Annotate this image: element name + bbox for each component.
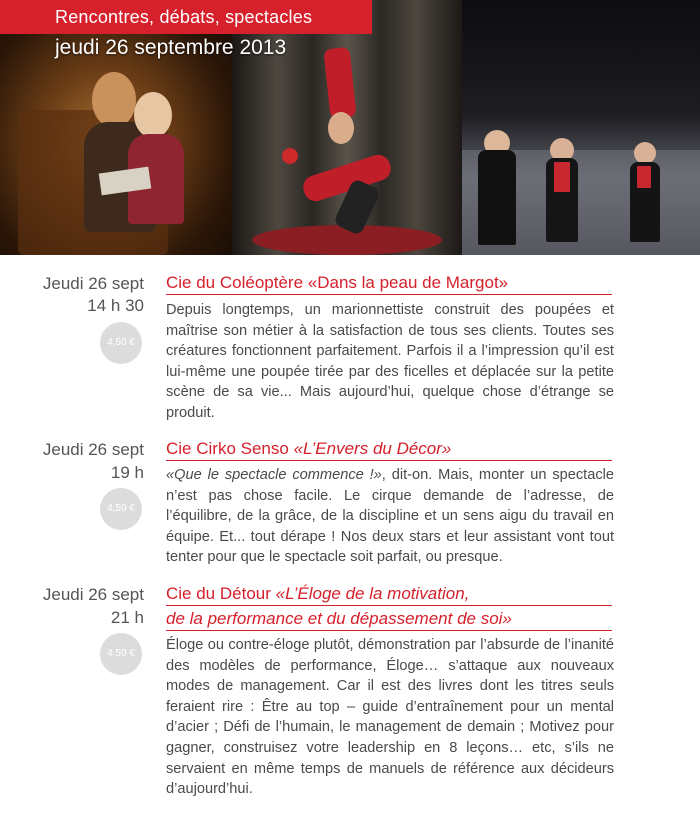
header-banner-text: Rencontres, débats, spectacles (55, 7, 313, 27)
event-show-line1: «L’Éloge de la motivation, (275, 584, 470, 603)
event-show-line2: de la performance et du dépassement de soi» (166, 609, 512, 628)
event-show: «L’Envers du Décor» (293, 439, 452, 458)
event-title (166, 583, 612, 631)
event-2 (0, 436, 700, 576)
event-day: Jeudi 26 sept (42, 440, 144, 459)
event-description: Depuis longtemps, un marionnettiste construit des poupées et maîtrise son métier à la satisfaction de tous ses clients. Toutes ses créatures fonctionnent parfaitement. Parfois il a l’impression qu’il est lui-même une poupée tirée par des ficelles et déplacée sur la petite scène de sa vie... Mais aujourd’hui, quelque chose d’étrange se produit. (166, 302, 614, 421)
event-show: «Dans la peau de Margot» (307, 273, 509, 292)
event-description: Éloge ou contre-éloge plutôt, démonstration par l’absurde de l’inanité des modèles de performance, Éloge… s’attaque aux nouveaux modes de management. Car il est des livres dont les titres seuls feraient rire : Être au top – guide d’entraînement pour un mental d’acier ; Défi de l’humain, le management de demain ; Motivez pour gagner, construisez votre leadership en 8 leçons… etc, s’ils ne servaient en même temps de manuels de référence aux décideurs d’aujourd’hui. (166, 637, 614, 798)
event-company: Cie du Coléoptère (166, 273, 304, 292)
event-quote: «Que le spectacle commence !» (166, 467, 382, 483)
header-banner (0, 0, 372, 34)
hero-photo-strip (0, 0, 700, 255)
price-badge: 4,50 € (100, 488, 142, 530)
event-title (166, 438, 612, 461)
price-badge: 4,50 € (100, 322, 142, 364)
header-date: jeudi 26 septembre 2013 (55, 36, 287, 59)
event-company: Cie du Détour (166, 584, 271, 603)
event-3 (0, 583, 700, 813)
event-company: Cie Cirko Senso (166, 439, 289, 458)
event-day: Jeudi 26 sept (42, 585, 144, 604)
event-title (166, 272, 612, 295)
event-description-text: , dit-on. Mais, monter un spectacle n’est pas chose facile. Le cirque demande de l’adresse, de l’équilibre, de la grâce, de la discipline et un sens aigu du travail en équipe. Et... tout dérape ! Nos deux stars et leur assistant vont tout tenter pour que le spectacle soit parfait, ou presque. (166, 467, 614, 566)
event-time: 19 h (110, 463, 144, 482)
event-description (166, 465, 614, 568)
photo-stage-performers (462, 0, 700, 255)
event-day: Jeudi 26 sept (42, 274, 144, 293)
event-time: 14 h 30 (87, 296, 144, 315)
event-1 (0, 268, 700, 428)
event-time: 21 h (110, 608, 144, 627)
price-badge: 4,50 € (100, 633, 142, 675)
